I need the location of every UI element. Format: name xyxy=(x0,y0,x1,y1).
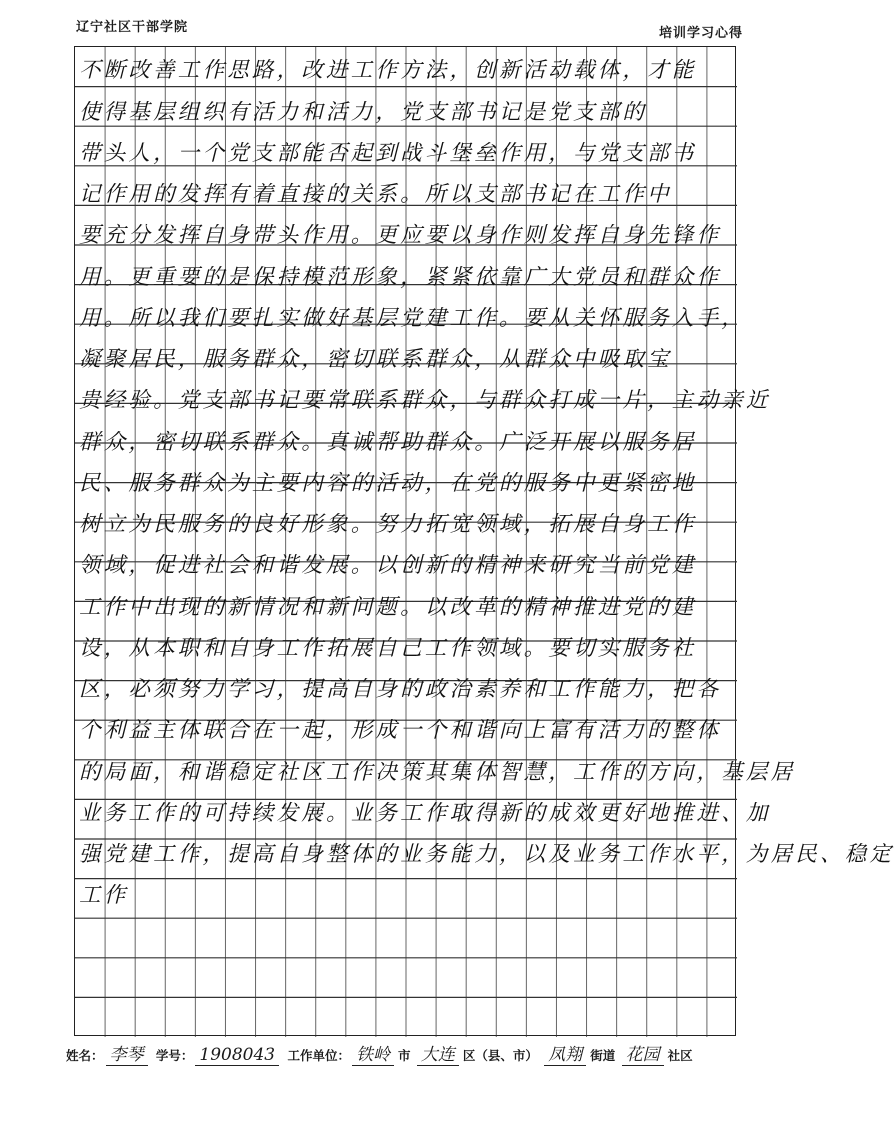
text-row xyxy=(75,130,735,171)
city-value: 铁岭 xyxy=(352,1040,394,1066)
text-row xyxy=(75,583,735,624)
community-value: 花园 xyxy=(622,1040,664,1066)
handwritten-line: 民、服务群众为主要内容的活动，在党的服务中更紧密地 xyxy=(79,470,697,496)
text-row xyxy=(75,996,735,1037)
district-value: 大连 xyxy=(417,1040,459,1066)
text-row xyxy=(75,171,735,212)
handwritten-line: 强党建工作，提高自身整体的业务能力，以及业务工作水平，为居民、稳定 xyxy=(79,842,894,867)
text-row xyxy=(75,955,735,996)
text-row xyxy=(75,336,735,377)
handwritten-line: 区，必须努力学习，提高自身的政治素养和工作能力，把各 xyxy=(79,677,722,702)
text-row xyxy=(75,542,735,583)
city-label: 市 xyxy=(397,1048,411,1063)
org-name: 辽宁社区干部学院 xyxy=(76,20,189,35)
handwritten-line: 业务工作的可持续发展。业务工作取得新的成效更好地推进、加 xyxy=(79,800,771,826)
handwritten-line: 记作用的发挥有着直接的关系。所以支部书记在工作中 xyxy=(79,182,672,207)
text-row xyxy=(75,666,735,707)
text-row xyxy=(75,748,796,789)
handwritten-line: 带头人，一个党支部能否起到战斗堡垒作用，与党支部书 xyxy=(79,140,697,166)
student-id-value: 1908043 xyxy=(195,1045,279,1066)
document-type: 培训学习心得 xyxy=(658,26,743,41)
student-id-label: 学号： xyxy=(155,1048,194,1063)
handwritten-line: 领域，促进社会和谐发展。以创新的精神来研究当前党建 xyxy=(79,553,697,579)
text-row xyxy=(75,460,735,501)
handwritten-line: 设，从本职和自身工作拓展自己工作领域。要切实服务社 xyxy=(79,635,697,661)
name-label: 姓名： xyxy=(66,1048,104,1063)
handwritten-line: 用。所以我们要扎实做好基层党建工作。要从关怀服务入手， xyxy=(79,305,746,331)
text-row xyxy=(75,913,735,954)
community-label: 社区 xyxy=(667,1048,693,1063)
text-row xyxy=(75,88,735,129)
district-label: 区（县、市） xyxy=(462,1048,538,1063)
text-row xyxy=(75,872,735,913)
handwritten-line: 用。更重要的是保持模范形象，紧紧依靠广大党员和群众作 xyxy=(79,264,722,290)
text-row xyxy=(75,253,735,294)
text-row xyxy=(75,212,735,253)
street-value: 凤翔 xyxy=(544,1040,586,1066)
text-row xyxy=(75,47,735,88)
name-value: 李琴 xyxy=(106,1040,148,1066)
text-row xyxy=(75,418,735,459)
handwritten-line: 群众，密切联系群众。真诚帮助群众。广泛开展以服务居 xyxy=(79,429,697,455)
handwritten-line: 凝聚居民，服务群众，密切联系群众，从群众中吸取宝 xyxy=(79,347,672,372)
text-row xyxy=(75,790,771,831)
handwritten-line: 工作中出现的新情况和新问题。以改革的精神推进党的建 xyxy=(79,594,697,620)
handwritten-line: 的局面，和谐稳定社区工作决策其集体智慧，工作的方向，基层居 xyxy=(79,759,796,785)
handwritten-line: 不断改善工作思路，改进工作方法，创新活动载体，才能 xyxy=(79,58,697,84)
text-row xyxy=(75,625,735,666)
text-row xyxy=(75,501,735,542)
street-label: 街道 xyxy=(590,1048,616,1063)
work-unit-label: 工作单位： xyxy=(287,1048,350,1063)
writing-grid xyxy=(74,46,894,1036)
signature-footer xyxy=(66,1040,695,1066)
handwritten-line: 要充分发挥自身带头作用。更应要以身作则发挥自身先锋作 xyxy=(79,223,722,249)
handwritten-line: 贵经验。党支部书记要常联系群众，与群众打成一片，主动亲近 xyxy=(79,388,771,414)
text-row xyxy=(75,831,894,872)
text-rows xyxy=(75,47,894,1078)
text-row xyxy=(75,295,746,336)
handwritten-line: 使得基层组织有活力和活力，党支部书记是党支部的 xyxy=(79,99,648,125)
text-row xyxy=(75,707,735,748)
handwritten-line: 工作 xyxy=(79,883,129,909)
text-row xyxy=(75,377,771,418)
handwritten-line: 树立为民服务的良好形象。努力拓宽领域，拓展自身工作 xyxy=(79,512,697,537)
handwritten-line: 个利益主体联合在一起，形成一个和谐向上富有活力的整体 xyxy=(79,718,722,744)
